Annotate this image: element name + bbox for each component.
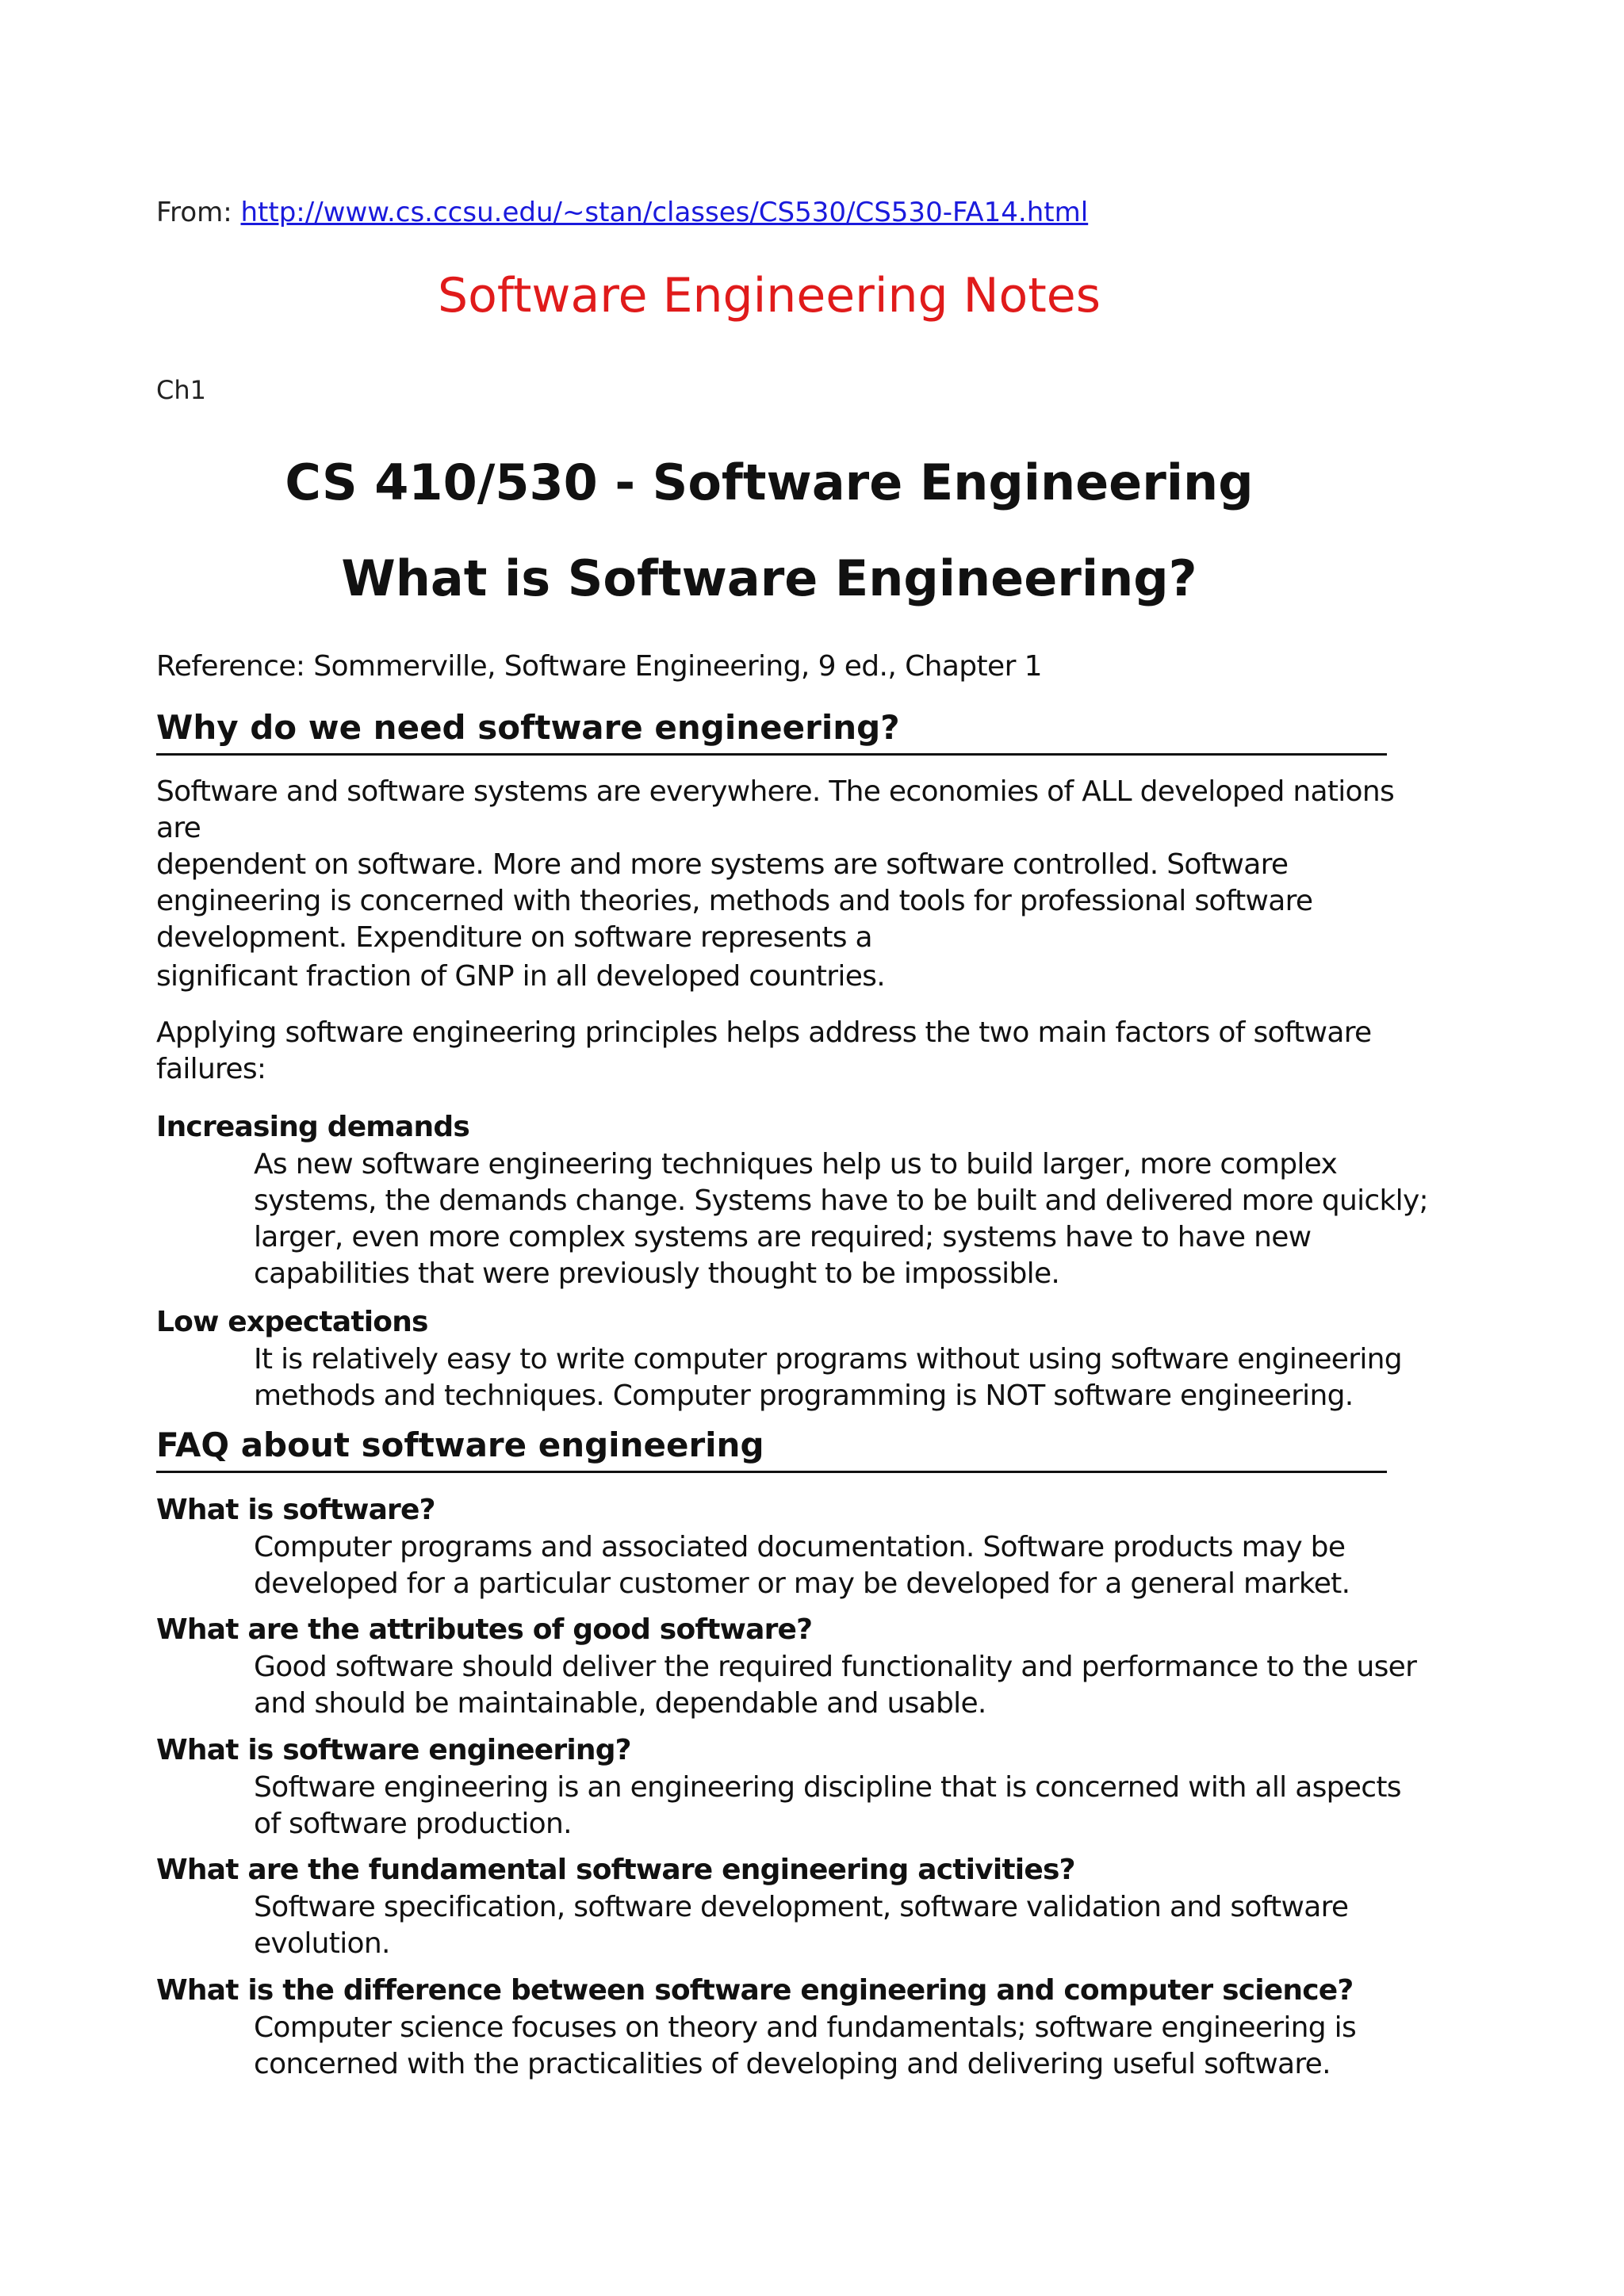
- faq-answer-what-is-se: [254, 1770, 1401, 1843]
- document-title: Software Engineering Notes: [438, 268, 1101, 323]
- paragraph-line: dependent on software. More and more systems are software controlled. Software: [156, 848, 1289, 881]
- section-heading-why: Why do we need software engineering?: [156, 707, 1387, 756]
- definition-line: As new software engineering techniques help us to build larger, more complex: [254, 1148, 1338, 1181]
- definition-line: larger, even more complex systems are required; systems have to have new: [254, 1221, 1312, 1253]
- paragraph-line: are: [156, 812, 201, 844]
- faq-answer-activities: [254, 1889, 1396, 1962]
- definition-line: It is relatively easy to write computer programs without using software engineering: [254, 1343, 1402, 1376]
- definition-line: concerned with the practicalities of developing and delivering useful software.: [254, 2048, 1331, 2080]
- definition-line: of software production.: [254, 1808, 572, 1840]
- definition-line: evolution.: [254, 1927, 390, 1960]
- definition-line: Software specification, software development, software validation and software: [254, 1891, 1349, 1923]
- definition-line: Good software should deliver the required functionality and performance to the user: [254, 1651, 1417, 1683]
- section-heading-faq: FAQ about software engineering: [156, 1425, 1387, 1473]
- paragraph-line: engineering is concerned with theories, methods and tools for professional software: [156, 885, 1313, 917]
- chapter-label: Ch1: [156, 375, 206, 405]
- definition-line: methods and techniques. Computer programming is NOT software engineering.: [254, 1380, 1354, 1412]
- term-low-expectations: Low expectations: [156, 1306, 428, 1338]
- definition-line: developed for a particular customer or may be developed for a general market.: [254, 1567, 1350, 1600]
- paragraph-line: development. Expenditure on software represents a: [156, 921, 872, 954]
- faq-question-activities: What are the fundamental software engineering activities?: [156, 1854, 1075, 1886]
- paragraph-principles: [156, 1015, 1393, 1088]
- paragraph-line: Applying software engineering principles helps address the two main factors of software: [156, 1016, 1372, 1049]
- paragraph-line: significant fraction of GNP in all developed countries.: [156, 960, 885, 993]
- faq-question-what-is-software: What is software?: [156, 1494, 435, 1526]
- faq-question-what-is-se: What is software engineering?: [156, 1734, 631, 1766]
- definition-line: systems, the demands change. Systems have to be built and delivered more quickly;: [254, 1184, 1428, 1217]
- definition-line: Software engineering is an engineering discipline that is concerned with all aspects: [254, 1771, 1401, 1804]
- reference-line: Reference: Sommerville, Software Engineering, 9 ed., Chapter 1: [156, 650, 1042, 683]
- paragraph-line: failures:: [156, 1053, 266, 1085]
- source-line: [156, 197, 1088, 228]
- definition-line: Computer science focuses on theory and fundamentals; software engineering is: [254, 2011, 1357, 2044]
- paragraph-line: Software and software systems are everywhere. The economies of ALL developed nations: [156, 775, 1395, 808]
- definition-increasing-demands: [254, 1146, 1428, 1292]
- definition-low-expectations: [254, 1341, 1402, 1414]
- definition-line: capabilities that were previously thought to be impossible.: [254, 1257, 1060, 1290]
- source-link[interactable]: http://www.cs.ccsu.edu/~stan/classes/CS530/CS530-FA14.html: [240, 197, 1089, 228]
- definition-line: Computer programs and associated documentation. Software products may be: [254, 1531, 1346, 1563]
- faq-question-attributes: What are the attributes of good software?: [156, 1613, 813, 1646]
- paragraph-intro: [156, 774, 1393, 995]
- faq-question-difference: What is the difference between software engineering and computer science?: [156, 1974, 1354, 2007]
- faq-answer-difference: [254, 2010, 1396, 2083]
- faq-answer-attributes: [254, 1649, 1417, 1722]
- term-increasing-demands: Increasing demands: [156, 1111, 469, 1143]
- definition-line: and should be maintainable, dependable and usable.: [254, 1687, 986, 1720]
- source-prefix: From:: [156, 197, 241, 228]
- topic-heading: What is Software Engineering?: [341, 549, 1197, 607]
- faq-answer-what-is-software: [254, 1529, 1396, 1602]
- course-heading: CS 410/530 - Software Engineering: [285, 453, 1254, 511]
